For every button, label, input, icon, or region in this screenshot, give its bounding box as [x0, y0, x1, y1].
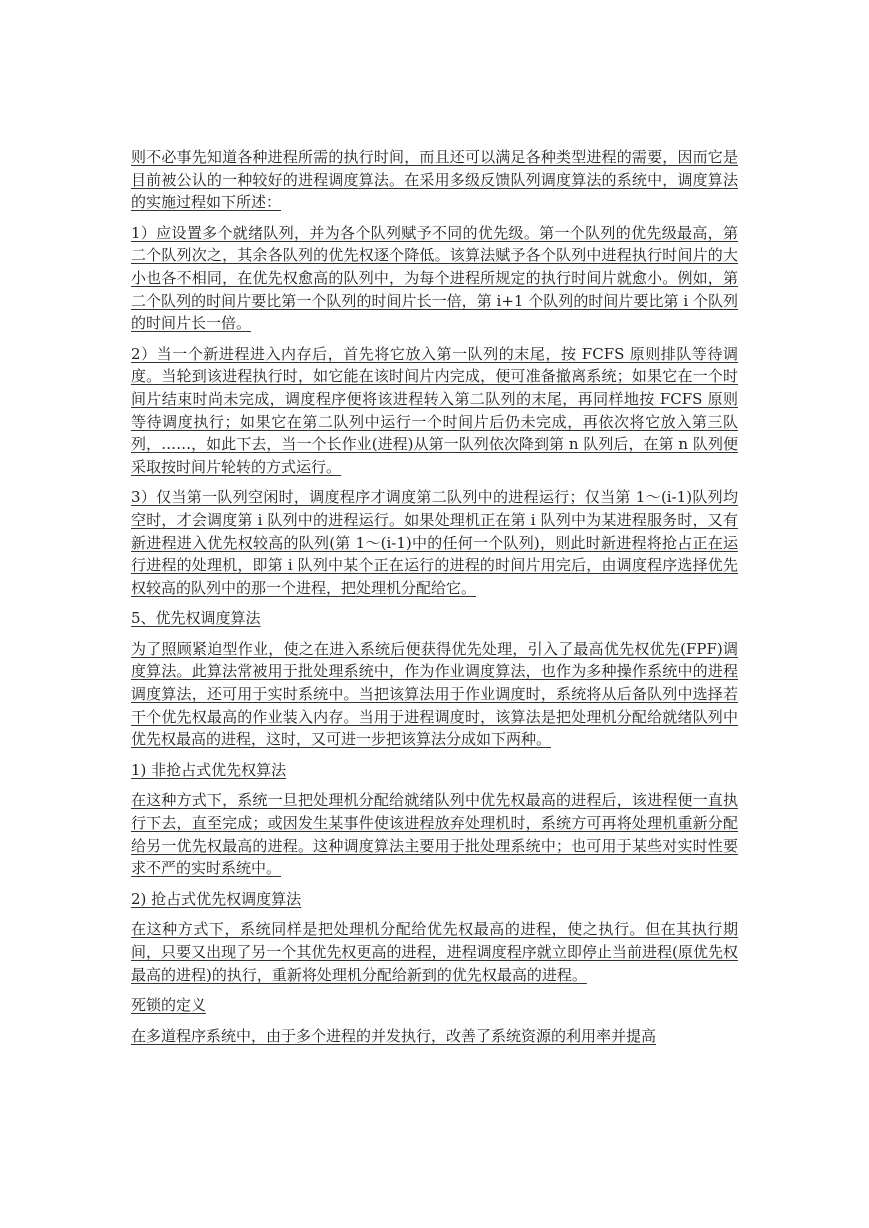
paragraph-non-preemptive: 在这种方式下，系统一旦把处理机分配给就绪队列中优先权最高的进程后，该进程便一直执行下去，直至完成；或因发生某事件使该进程放弃处理机时，系统方可再将处理机重新分配给另一优先权最高的进程。这种调度算法主要用于批处理系统中；也可用于某些对实时性要求不严的实时系统中。: [131, 791, 738, 878]
document-page: [131, 146, 738, 1055]
paragraph-deadlock-definition: 在多道程序系统中，由于多个进程的并发执行，改善了系统资源的利用率并提高: [131, 1026, 657, 1045]
heading-deadlock-definition: 死锁的定义: [131, 996, 207, 1015]
paragraph-step-1: 1）应设置多个就绪队列，并为各个队列赋予不同的优先级。第一个队列的优先级最高，第二个队列次之，其余各队列的优先权逐个降低。该算法赋予各个队列中进程执行时间片的大小也各不相同，在优先权愈高的队列中，为每个进程所规定的执行时间片就愈小。例如，第二个队列的时间片要比第一个队列的时间片长一倍，第 i+1 个队列的时间片要比第 i 个队列的时间片长一倍。: [131, 223, 738, 333]
paragraph-step-2: 2）当一个新进程进入内存后，首先将它放入第一队列的末尾，按 FCFS 原则排队等待调度。当轮到该进程执行时，如它能在该时间片内完成，便可准备撤离系统；如果它在一个时间片结束时尚未完成，调度程序便将该进程转入第二队列的末尾，再同样地按 FCFS 原则等待调度执行；如果它在第二队列中运行一个时间片后仍未完成，再依次将它放入第三队列，……，如此下去，当一个长作业(进程)从第一队列依次降到第 n 队列后，在第 n 队列便采取按时间片轮转的方式运行。: [131, 344, 738, 476]
paragraph-intro: 则不必事先知道各种进程所需的执行时间，而且还可以满足各种类型进程的需要，因而它是目前被公认的一种较好的进程调度算法。在采用多级反馈队列调度算法的系统中，调度算法的实施过程如下所述：: [131, 148, 738, 212]
heading-non-preemptive: 1) 非抢占式优先权算法: [131, 760, 287, 779]
heading-preemptive: 2) 抢占式优先权调度算法: [131, 889, 302, 908]
paragraph-priority-scheduling: 为了照顾紧迫型作业，使之在进入系统后便获得优先处理，引入了最高优先权优先(FPF)调度算法。此算法常被用于批处理系统中，作为作业调度算法，也作为多种操作系统中的进程调度算法，还可用于实时系统中。当把该算法用于作业调度时，系统将从后备队列中选择若干个优先权最高的作业装入内存。当用于进程调度时，该算法是把处理机分配给就绪队列中优先权最高的进程，这时，又可进一步把该算法分成如下两种。: [131, 639, 738, 749]
paragraph-preemptive: 在这种方式下，系统同样是把处理机分配给优先权最高的进程，使之执行。但在其执行期间，只要又出现了另一个其优先权更高的进程，进程调度程序就立即停止当前进程(原优先权最高的进程)的执行，重新将处理机分配给新到的优先权最高的进程。: [131, 920, 738, 984]
paragraph-step-3: 3）仅当第一队列空闲时，调度程序才调度第二队列中的进程运行；仅当第 1～(i-1)队列均空时，才会调度第 i 队列中的进程运行。如果处理机正在第 i 队列中为某进程服务时，又有新进程进入优先权较高的队列(第 1～(i-1)中的任何一个队列)，则此时新进程将抢占正在运行进程的处理机，即第 i 队列中某个正在运行的进程的时间片用完后，由调度程序选择优先权较高的队列中的那一个进程，把处理机分配给它。: [131, 488, 738, 597]
heading-priority-scheduling: 5、优先权调度算法: [131, 609, 261, 628]
